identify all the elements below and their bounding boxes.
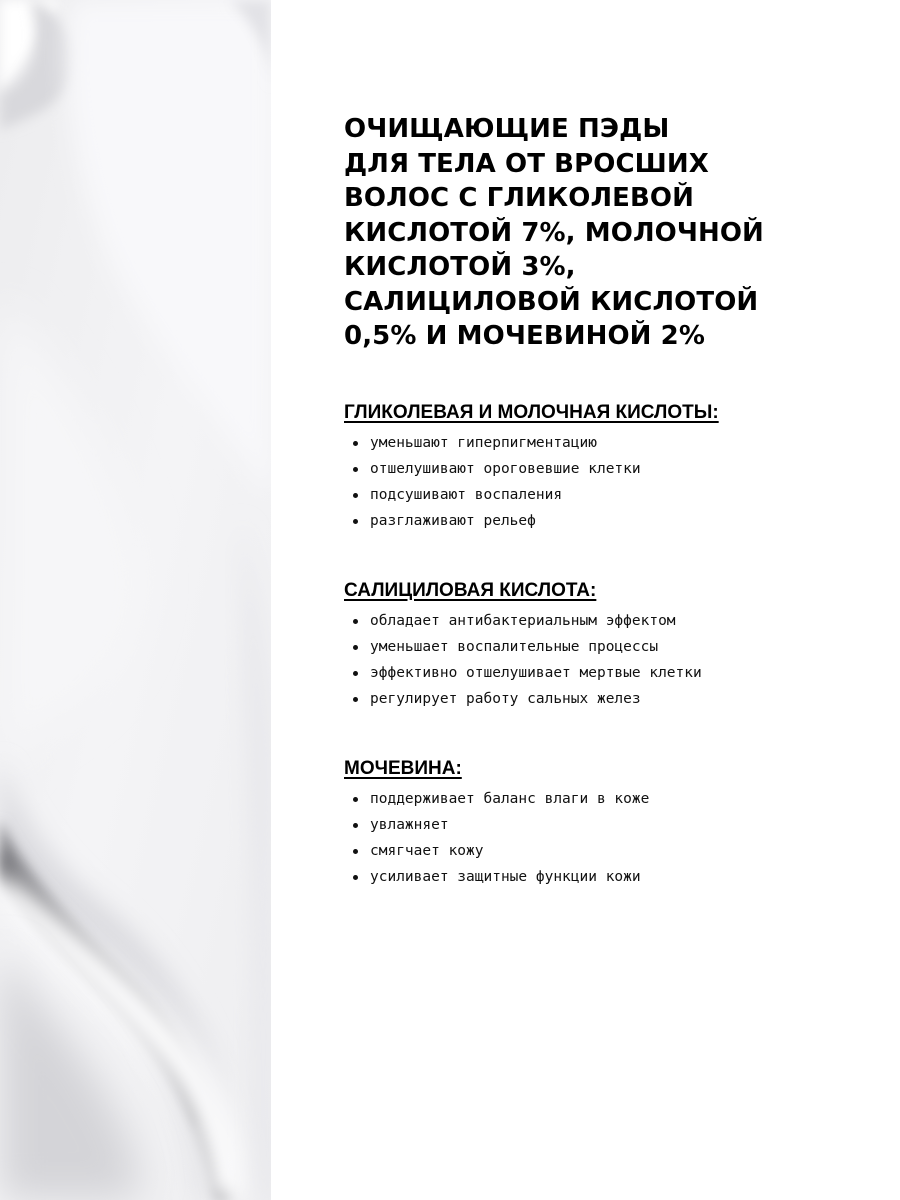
list-item [344, 864, 884, 890]
benefits-list [344, 608, 884, 712]
section-glycolic-lactic [344, 400, 884, 534]
cream-texture-image [0, 0, 271, 1200]
title-line: ДЛЯ ТЕЛА ОТ ВРОСШИХ [344, 148, 709, 179]
bullet-icon [353, 697, 358, 702]
bullet-icon [353, 519, 358, 524]
bullet-icon [353, 875, 358, 880]
list-item-text: отшелушивают ороговевшие клетки [370, 460, 641, 477]
benefits-list [344, 430, 884, 534]
product-description [344, 112, 884, 890]
section-salicylic [344, 578, 884, 712]
title-line: 0,5% И МОЧЕВИНОЙ 2% [344, 321, 706, 351]
list-item [344, 508, 884, 534]
product-title [344, 112, 884, 354]
list-item [344, 430, 884, 456]
title-line: САЛИЦИЛОВОЙ КИСЛОТОЙ [344, 286, 759, 317]
list-item-text: увлажняет [370, 816, 449, 833]
title-line: КИСЛОТОЙ 3%, [344, 252, 576, 282]
section-heading: МОЧЕВИНА: [344, 757, 462, 779]
list-item-text: обладает антибактериальным эффектом [370, 612, 676, 629]
bullet-icon [353, 645, 358, 650]
bullet-icon [353, 671, 358, 676]
section-urea [344, 756, 884, 890]
title-line: ВОЛОС С ГЛИКОЛЕВОЙ [344, 183, 694, 213]
list-item-text: уменьшают гиперпигментацию [370, 434, 597, 451]
list-item [344, 608, 884, 634]
bullet-icon [353, 493, 358, 498]
list-item [344, 456, 884, 482]
list-item-text: смягчает кожу [370, 842, 484, 859]
title-line: ОЧИЩАЮЩИЕ ПЭДЫ [344, 114, 670, 144]
bullet-icon [353, 797, 358, 802]
bullet-icon [353, 619, 358, 624]
bullet-icon [353, 849, 358, 854]
section-heading: САЛИЦИЛОВАЯ КИСЛОТА: [344, 579, 597, 601]
cream-texture-svg [0, 0, 271, 1200]
bullet-icon [353, 441, 358, 446]
bullet-icon [353, 467, 358, 472]
list-item [344, 786, 884, 812]
bullet-icon [353, 823, 358, 828]
list-item-text: поддерживает баланс влаги в коже [370, 790, 650, 807]
list-item [344, 634, 884, 660]
list-item [344, 686, 884, 712]
benefits-list [344, 786, 884, 890]
list-item [344, 812, 884, 838]
list-item [344, 838, 884, 864]
list-item [344, 660, 884, 686]
list-item-text: подсушивают воспаления [370, 486, 563, 503]
list-item-text: регулирует работу сальных желез [370, 690, 641, 707]
title-line: КИСЛОТОЙ 7%, МОЛОЧНОЙ [344, 217, 764, 248]
list-item-text: уменьшает воспалительные процессы [370, 638, 659, 655]
list-item-text: усиливает защитные функции кожи [370, 868, 641, 885]
list-item-text: эффективно отшелушивает мертвые клетки [370, 664, 702, 681]
section-heading: ГЛИКОЛЕВАЯ И МОЛОЧНАЯ КИСЛОТЫ: [344, 401, 719, 423]
list-item-text: разглаживают рельеф [370, 512, 536, 529]
list-item [344, 482, 884, 508]
